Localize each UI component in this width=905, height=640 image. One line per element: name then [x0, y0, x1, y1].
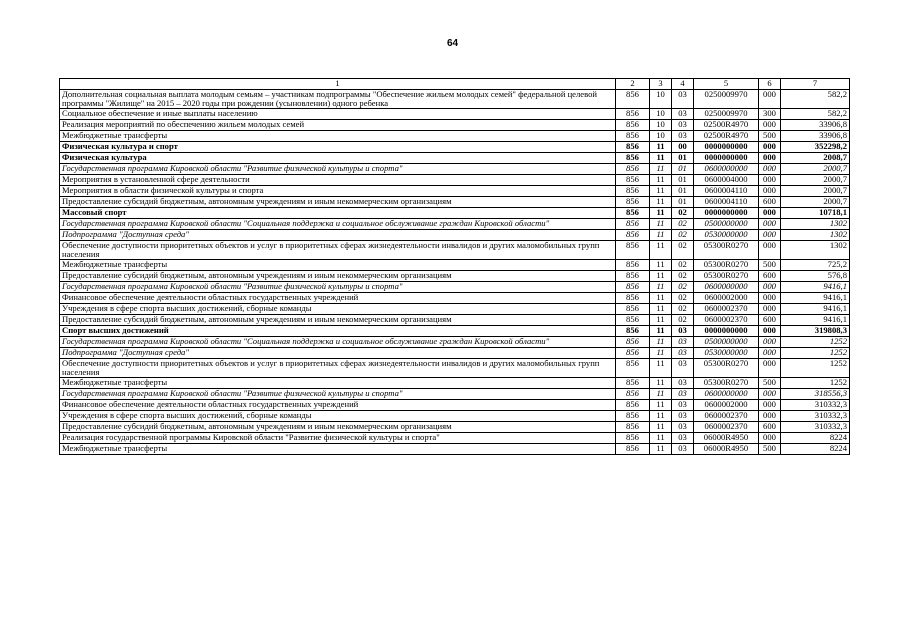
header-cell: 6 [759, 79, 781, 90]
row-ved: 856 [616, 337, 650, 348]
row-name: Межбюджетные трансферты [60, 378, 616, 389]
row-expense-type: 000 [759, 241, 781, 260]
row-ved: 856 [616, 175, 650, 186]
row-amount: 352298,2 [781, 142, 850, 153]
row-target-code: 0600000000 [694, 282, 759, 293]
row-name: Финансовое обеспечение деятельности областных государственных учреждений [60, 293, 616, 304]
row-subsection: 02 [672, 304, 694, 315]
row-amount: 8224 [781, 444, 850, 455]
page-number: 64 [446, 38, 459, 49]
row-target-code: 06000R4950 [694, 433, 759, 444]
row-ved: 856 [616, 164, 650, 175]
table-header-row [60, 79, 850, 90]
row-name: Мероприятия в области физической культуры и спорта [60, 186, 616, 197]
row-section: 11 [650, 164, 672, 175]
row-section: 10 [650, 120, 672, 131]
row-amount: 319808,3 [781, 326, 850, 337]
row-target-code: 0600002370 [694, 315, 759, 326]
row-amount: 10718,1 [781, 208, 850, 219]
row-name: Предоставление субсидий бюджетным, автономным учреждениям и иным некоммерческим организациям [60, 197, 616, 208]
row-amount: 310332,3 [781, 400, 850, 411]
row-name: Межбюджетные трансферты [60, 131, 616, 142]
row-section: 11 [650, 348, 672, 359]
row-section: 11 [650, 142, 672, 153]
row-amount: 9416,1 [781, 304, 850, 315]
row-name: Межбюджетные трансферты [60, 444, 616, 455]
row-ved: 856 [616, 378, 650, 389]
row-target-code: 0600004110 [694, 186, 759, 197]
row-expense-type: 000 [759, 293, 781, 304]
row-name: Предоставление субсидий бюджетным, автономным учреждениям и иным некоммерческим организациям [60, 271, 616, 282]
row-name: Финансовое обеспечение деятельности областных государственных учреждений [60, 400, 616, 411]
row-amount: 8224 [781, 433, 850, 444]
row-amount: 576,8 [781, 271, 850, 282]
table-row [60, 348, 850, 359]
budget-table [59, 78, 850, 455]
row-section: 10 [650, 109, 672, 120]
row-expense-type: 500 [759, 444, 781, 455]
row-ved: 856 [616, 282, 650, 293]
row-section: 10 [650, 131, 672, 142]
table-row [60, 230, 850, 241]
row-amount: 33906,8 [781, 131, 850, 142]
row-target-code: 02500R4970 [694, 120, 759, 131]
row-ved: 856 [616, 230, 650, 241]
row-subsection: 02 [672, 219, 694, 230]
row-amount: 2008,7 [781, 153, 850, 164]
row-expense-type: 500 [759, 131, 781, 142]
row-expense-type: 000 [759, 411, 781, 422]
header-cell: 7 [781, 79, 850, 90]
row-section: 10 [650, 90, 672, 109]
row-target-code: 05300R0270 [694, 241, 759, 260]
row-target-code: 0600004000 [694, 175, 759, 186]
row-name: Спорт высших достижений [60, 326, 616, 337]
row-section: 11 [650, 241, 672, 260]
row-ved: 856 [616, 131, 650, 142]
row-name: Реализация государственной программы Кировской области "Развитие физической культуры и спорта" [60, 433, 616, 444]
table-row [60, 241, 850, 260]
table-row [60, 326, 850, 337]
row-amount: 318556,3 [781, 389, 850, 400]
row-target-code: 0600000000 [694, 389, 759, 400]
row-subsection: 03 [672, 120, 694, 131]
header-cell: 4 [672, 79, 694, 90]
row-target-code: 0000000000 [694, 326, 759, 337]
row-ved: 856 [616, 153, 650, 164]
row-amount: 1252 [781, 378, 850, 389]
row-amount: 310332,3 [781, 422, 850, 433]
row-section: 11 [650, 400, 672, 411]
row-section: 11 [650, 315, 672, 326]
row-amount: 2000,7 [781, 164, 850, 175]
row-amount: 33906,8 [781, 120, 850, 131]
row-section: 11 [650, 326, 672, 337]
row-expense-type: 000 [759, 230, 781, 241]
table-row [60, 186, 850, 197]
row-name: Дополнительная социальная выплата молодым семьям – участникам подпрограммы "Обеспечение жильем молодых семей" федеральной целевой программы "Жилище" на 2015 – 2020 годы при рождении (усыновлении) одного ребенка [60, 90, 616, 109]
row-ved: 856 [616, 197, 650, 208]
row-target-code: 0600002370 [694, 411, 759, 422]
row-ved: 856 [616, 109, 650, 120]
row-amount: 1252 [781, 337, 850, 348]
table-row [60, 142, 850, 153]
row-ved: 856 [616, 142, 650, 153]
table-row [60, 293, 850, 304]
table-row [60, 411, 850, 422]
row-ved: 856 [616, 90, 650, 109]
row-ved: 856 [616, 433, 650, 444]
row-subsection: 02 [672, 260, 694, 271]
table-row [60, 90, 850, 109]
row-subsection: 03 [672, 378, 694, 389]
row-expense-type: 000 [759, 359, 781, 378]
row-ved: 856 [616, 241, 650, 260]
row-name: Физическая культура [60, 153, 616, 164]
row-name: Подпрограмма "Доступная среда" [60, 230, 616, 241]
row-amount: 2000,7 [781, 197, 850, 208]
row-name: Государственная программа Кировской области "Развитие физической культуры и спорта" [60, 282, 616, 293]
row-expense-type: 000 [759, 337, 781, 348]
row-amount: 9416,1 [781, 282, 850, 293]
row-target-code: 0600002370 [694, 304, 759, 315]
row-section: 11 [650, 359, 672, 378]
row-name: Подпрограмма "Доступная среда" [60, 348, 616, 359]
row-target-code: 0500000000 [694, 337, 759, 348]
row-expense-type: 300 [759, 109, 781, 120]
row-target-code: 02500R4970 [694, 131, 759, 142]
row-target-code: 05300R0270 [694, 271, 759, 282]
row-expense-type: 000 [759, 400, 781, 411]
row-ved: 856 [616, 219, 650, 230]
row-section: 11 [650, 271, 672, 282]
row-target-code: 0530000000 [694, 230, 759, 241]
header-cell: 5 [694, 79, 759, 90]
row-section: 11 [650, 304, 672, 315]
row-amount: 310332,3 [781, 411, 850, 422]
row-target-code: 0250009970 [694, 109, 759, 120]
row-target-code: 0000000000 [694, 153, 759, 164]
row-ved: 856 [616, 315, 650, 326]
row-subsection: 03 [672, 90, 694, 109]
row-section: 11 [650, 219, 672, 230]
row-subsection: 01 [672, 153, 694, 164]
row-section: 11 [650, 337, 672, 348]
row-section: 11 [650, 282, 672, 293]
row-expense-type: 000 [759, 142, 781, 153]
table-row [60, 109, 850, 120]
row-subsection: 01 [672, 164, 694, 175]
table-row [60, 304, 850, 315]
table-row [60, 422, 850, 433]
row-section: 11 [650, 411, 672, 422]
row-expense-type: 000 [759, 153, 781, 164]
table-row [60, 175, 850, 186]
row-ved: 856 [616, 411, 650, 422]
row-section: 11 [650, 208, 672, 219]
row-target-code: 0530000000 [694, 348, 759, 359]
row-name: Предоставление субсидий бюджетным, автономным учреждениям и иным некоммерческим организациям [60, 315, 616, 326]
row-ved: 856 [616, 271, 650, 282]
table-row [60, 164, 850, 175]
row-target-code: 0600002370 [694, 422, 759, 433]
table-row [60, 208, 850, 219]
table-row [60, 433, 850, 444]
row-section: 11 [650, 186, 672, 197]
row-target-code: 0600002000 [694, 293, 759, 304]
row-name: Физическая культура и спорт [60, 142, 616, 153]
row-expense-type: 000 [759, 186, 781, 197]
row-ved: 856 [616, 326, 650, 337]
row-expense-type: 000 [759, 219, 781, 230]
table-row [60, 378, 850, 389]
row-expense-type: 500 [759, 260, 781, 271]
row-name: Обеспечение доступности приоритетных объектов и услуг в приоритетных сферах жизнедеятельности инвалидов и других маломобильных групп населения [60, 359, 616, 378]
row-subsection: 01 [672, 175, 694, 186]
row-expense-type: 600 [759, 315, 781, 326]
row-subsection: 02 [672, 315, 694, 326]
row-target-code: 06000R4950 [694, 444, 759, 455]
row-expense-type: 000 [759, 433, 781, 444]
row-target-code: 0000000000 [694, 142, 759, 153]
row-subsection: 03 [672, 433, 694, 444]
row-amount: 1302 [781, 230, 850, 241]
row-section: 11 [650, 260, 672, 271]
row-ved: 856 [616, 348, 650, 359]
row-ved: 856 [616, 186, 650, 197]
row-expense-type: 600 [759, 197, 781, 208]
row-subsection: 01 [672, 186, 694, 197]
row-section: 11 [650, 230, 672, 241]
row-amount: 1302 [781, 219, 850, 230]
table-row [60, 315, 850, 326]
row-expense-type: 000 [759, 389, 781, 400]
row-subsection: 03 [672, 444, 694, 455]
row-ved: 856 [616, 260, 650, 271]
row-section: 11 [650, 153, 672, 164]
row-amount: 1252 [781, 359, 850, 378]
row-amount: 725,2 [781, 260, 850, 271]
row-name: Социальное обеспечение и иные выплаты населению [60, 109, 616, 120]
row-name: Обеспечение доступности приоритетных объектов и услуг в приоритетных сферах жизнедеятельности инвалидов и других маломобильных групп населения [60, 241, 616, 260]
row-expense-type: 000 [759, 90, 781, 109]
row-ved: 856 [616, 422, 650, 433]
table-row [60, 389, 850, 400]
table-row [60, 337, 850, 348]
row-name: Межбюджетные трансферты [60, 260, 616, 271]
row-subsection: 03 [672, 389, 694, 400]
row-subsection: 02 [672, 241, 694, 260]
table-row [60, 359, 850, 378]
table-row [60, 400, 850, 411]
row-subsection: 02 [672, 271, 694, 282]
table-row [60, 153, 850, 164]
row-target-code: 05300R0270 [694, 359, 759, 378]
row-target-code: 0000000000 [694, 208, 759, 219]
row-subsection: 03 [672, 411, 694, 422]
row-name: Предоставление субсидий бюджетным, автономным учреждениям и иным некоммерческим организациям [60, 422, 616, 433]
table-row [60, 260, 850, 271]
row-subsection: 02 [672, 230, 694, 241]
header-cell: 3 [650, 79, 672, 90]
row-subsection: 03 [672, 131, 694, 142]
row-ved: 856 [616, 293, 650, 304]
table-row [60, 219, 850, 230]
table-row [60, 444, 850, 455]
row-target-code: 05300R0270 [694, 260, 759, 271]
table-row [60, 271, 850, 282]
row-subsection: 03 [672, 348, 694, 359]
row-subsection: 02 [672, 293, 694, 304]
row-subsection: 02 [672, 208, 694, 219]
row-ved: 856 [616, 120, 650, 131]
row-expense-type: 000 [759, 326, 781, 337]
row-amount: 582,2 [781, 109, 850, 120]
row-amount: 2000,7 [781, 175, 850, 186]
row-amount: 2000,7 [781, 186, 850, 197]
row-expense-type: 600 [759, 271, 781, 282]
table-row [60, 131, 850, 142]
row-section: 11 [650, 433, 672, 444]
row-section: 11 [650, 422, 672, 433]
row-name: Мероприятия в установленной сфере деятельности [60, 175, 616, 186]
row-ved: 856 [616, 359, 650, 378]
row-ved: 856 [616, 444, 650, 455]
row-amount: 582,2 [781, 90, 850, 109]
row-name: Государственная программа Кировской области "Развитие физической культуры и спорта" [60, 164, 616, 175]
row-target-code: 0500000000 [694, 219, 759, 230]
row-amount: 1302 [781, 241, 850, 260]
table-row [60, 120, 850, 131]
row-subsection: 00 [672, 142, 694, 153]
row-target-code: 05300R0270 [694, 378, 759, 389]
row-name: Государственная программа Кировской области "Социальная поддержка и социальное обслуживание граждан Кировской области" [60, 219, 616, 230]
row-subsection: 03 [672, 109, 694, 120]
row-ved: 856 [616, 208, 650, 219]
header-cell: 2 [616, 79, 650, 90]
row-subsection: 03 [672, 326, 694, 337]
row-expense-type: 000 [759, 282, 781, 293]
row-subsection: 03 [672, 400, 694, 411]
row-name: Реализация мероприятий по обеспечению жильем молодых семей [60, 120, 616, 131]
row-ved: 856 [616, 304, 650, 315]
row-amount: 9416,1 [781, 315, 850, 326]
row-expense-type: 000 [759, 348, 781, 359]
row-name: Учреждения в сфере спорта высших достижений, сборные команды [60, 411, 616, 422]
row-expense-type: 000 [759, 304, 781, 315]
row-expense-type: 000 [759, 175, 781, 186]
table-row [60, 197, 850, 208]
row-expense-type: 000 [759, 120, 781, 131]
row-name: Государственная программа Кировской области "Развитие физической культуры и спорта" [60, 389, 616, 400]
row-ved: 856 [616, 400, 650, 411]
row-amount: 9416,1 [781, 293, 850, 304]
header-cell: 1 [60, 79, 616, 90]
table-row [60, 282, 850, 293]
row-name: Учреждения в сфере спорта высших достижений, сборные команды [60, 304, 616, 315]
row-section: 11 [650, 389, 672, 400]
row-expense-type: 500 [759, 378, 781, 389]
row-subsection: 03 [672, 359, 694, 378]
row-expense-type: 000 [759, 164, 781, 175]
row-expense-type: 600 [759, 422, 781, 433]
row-subsection: 02 [672, 282, 694, 293]
row-section: 11 [650, 378, 672, 389]
row-section: 11 [650, 197, 672, 208]
row-target-code: 0600000000 [694, 164, 759, 175]
row-name: Массовый спорт [60, 208, 616, 219]
row-subsection: 03 [672, 422, 694, 433]
row-section: 11 [650, 293, 672, 304]
row-expense-type: 000 [759, 208, 781, 219]
row-section: 11 [650, 175, 672, 186]
row-subsection: 03 [672, 337, 694, 348]
row-name: Государственная программа Кировской области "Социальная поддержка и социальное обслуживание граждан Кировской области" [60, 337, 616, 348]
row-ved: 856 [616, 389, 650, 400]
row-amount: 1252 [781, 348, 850, 359]
row-target-code: 0250009970 [694, 90, 759, 109]
row-target-code: 0600004110 [694, 197, 759, 208]
row-subsection: 01 [672, 197, 694, 208]
row-target-code: 0600002000 [694, 400, 759, 411]
row-section: 11 [650, 444, 672, 455]
